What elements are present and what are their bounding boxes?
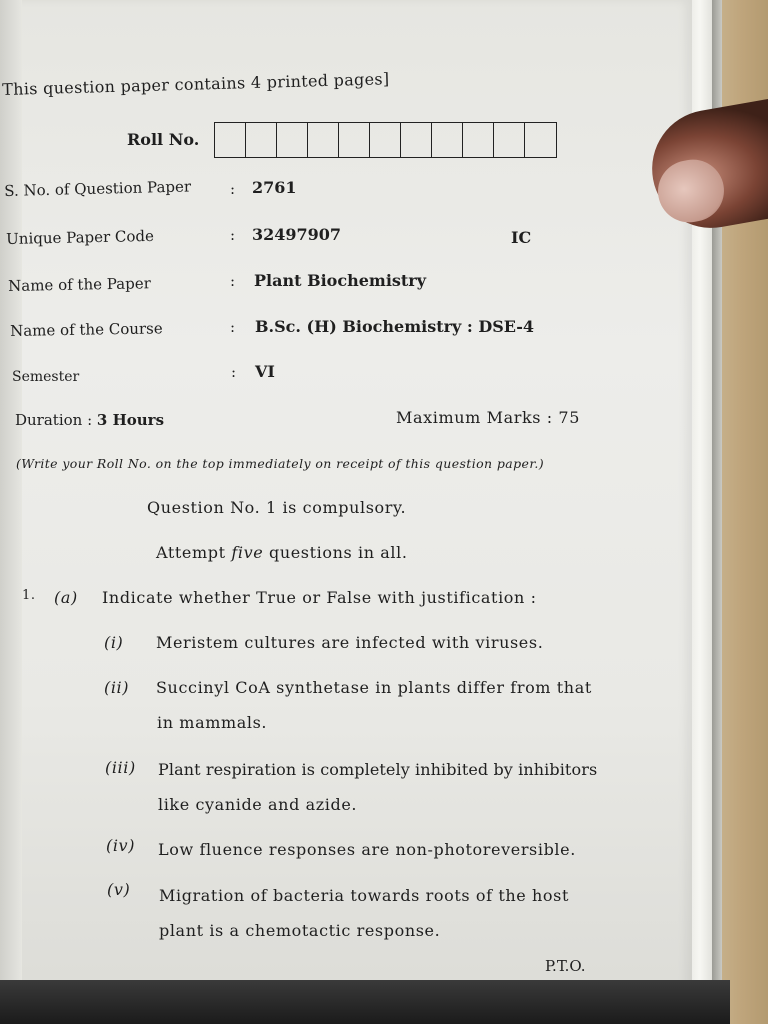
detail-extra-upc: IC [511, 228, 532, 247]
attempt-pre: Attempt [156, 543, 232, 562]
duration [15, 411, 164, 429]
compulsory-note: Question No. 1 is compulsory. [147, 498, 407, 517]
item-text-ii-line1: Succinyl CoA synthetase in plants differ from that [156, 678, 592, 697]
page-turn-over: P.T.O. [545, 957, 586, 975]
detail-label-upc: Unique Paper Code [6, 226, 155, 248]
duration-label: Duration : [15, 411, 97, 429]
bottom-shadow [0, 980, 730, 1024]
item-text-i-line1: Meristem cultures are infected with viruses. [156, 633, 544, 652]
item-roman-i: (i) [104, 633, 124, 652]
item-roman-ii: (ii) [104, 678, 130, 697]
item-roman-iv: (iv) [106, 836, 136, 855]
item-text-iv-line1: Low fluence responses are non-photoreversible. [158, 840, 576, 859]
detail-label-semester: Semester [12, 369, 80, 385]
detail-value-paper: Plant Biochemistry [254, 271, 427, 290]
pages-note: This question paper contains 4 printed pages] [2, 69, 390, 99]
item-text-v-line2: plant is a chemotactic response. [159, 921, 441, 940]
item-roman-v: (v) [107, 880, 131, 899]
detail-sep-semester: : [231, 363, 237, 381]
page-binding [0, 0, 22, 1000]
roll-number-label: Roll No. [127, 130, 200, 149]
detail-value-upc: 32497907 [252, 225, 342, 244]
item-text-ii-line2: in mammals. [157, 713, 268, 732]
roll-number-boxes[interactable] [214, 122, 557, 158]
question-number: 1. [22, 588, 36, 603]
detail-value-sno: 2761 [252, 178, 297, 197]
maximum-marks: Maximum Marks : 75 [396, 408, 580, 427]
item-text-v-line1: Migration of bacteria towards roots of the host [159, 886, 570, 905]
attempt-note [156, 543, 408, 562]
attempt-emphasis: five [231, 543, 264, 562]
question-part: (a) [54, 588, 78, 607]
item-text-iii-line2: like cyanide and azide. [158, 795, 358, 814]
duration-value: 3 Hours [96, 411, 165, 429]
detail-label-course: Name of the Course [10, 319, 163, 340]
detail-sep-course: : [230, 318, 236, 336]
detail-value-course: B.Sc. (H) Biochemistry : DSE-4 [255, 317, 535, 336]
detail-sep-paper: : [230, 272, 236, 290]
detail-sep-upc: : [230, 226, 236, 244]
detail-value-semester: VI [255, 362, 275, 381]
item-text-iii-line1: Plant respiration is completely inhibited by inhibitors [158, 760, 598, 779]
detail-label-paper: Name of the Paper [8, 274, 151, 295]
item-roman-iii: (iii) [105, 758, 136, 777]
question-stem: Indicate whether True or False with justification : [102, 588, 537, 607]
roll-number-instruction: (Write your Roll No. on the top immediately on receipt of this question paper.) [16, 456, 544, 471]
detail-label-sno: S. No. of Question Paper [4, 177, 192, 200]
attempt-post: questions in all. [263, 543, 408, 562]
detail-sep-sno: : [230, 180, 236, 198]
